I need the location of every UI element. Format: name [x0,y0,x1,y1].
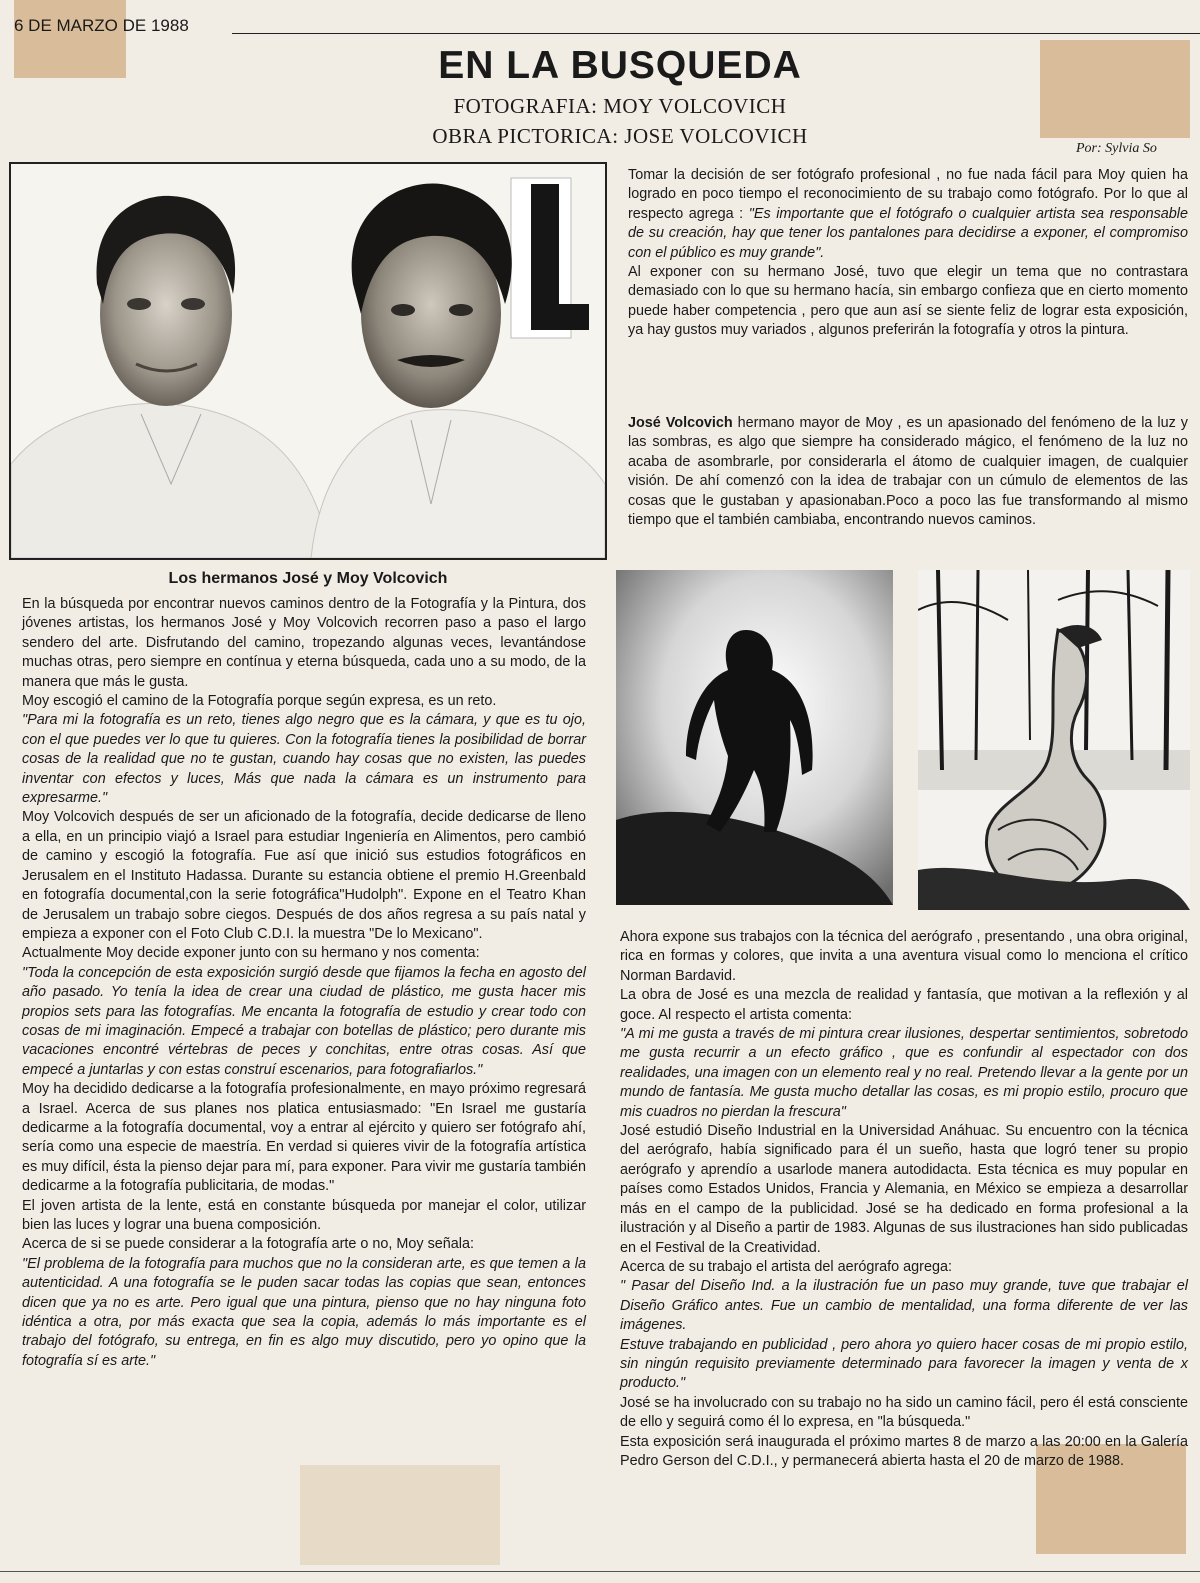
paragraph: Moy escogió el camino de la Fotografía porque según expresa, es un reto. [22,693,497,710]
right-column-top [628,166,1188,341]
quote-paragraph: Estuve trabajando en publicidad , pero ahora yo quiero hacer cosas de mi propio estilo, sin ningún requisito previamente determinado para favorecer la imagen y venta de x producto." [620,1336,1188,1392]
brothers-photo [9,162,607,560]
quote-paragraph: "Para mi la fotografía es un reto, tienes algo negro que es la cámara, y que es tu ojo, con el que puedes ver lo que tu quieres. Con la fotografía tienes la posibilidad de borrar cosas de la realidad que no te gustan, cuando hay cosas que no existen, las puedes inventar con efectos y luces, Más que nada la cámara es un instrumento para expresarme." [22,712,586,807]
byline: Por: Sylvia So [1076,141,1157,156]
paragraph: Ahora expone sus trabajos con la técnica del aerógrafo , presentando , una obra original, rica en formas y colores, que invita a una aventura visual como lo menciona el crítico Norman Bardavid. [620,929,1188,984]
paragraph: Acerca de si se puede considerar a la fotografía arte o no, Moy señala: [22,1236,474,1253]
jose-name: José Volcovich [628,415,733,431]
date-rule [232,33,1200,34]
jose-text: hermano mayor de Moy , es un apasionado del fenómeno de la luz y las sombras, es algo que siempre ha considerado mágico, el fenómeno de la luz no acaba de asombrarle, por considerarla el átomo de cualquier imagen, de cualquier visión. De ahí comenzó con la idea de trabajar con un cúmulo de elementos de las cosas que le gustaban y apasionaban.Poco a poco las fue transformando al mismo tiempo que el también cambiaba, encontrando nuevos caminos. [628,415,1188,529]
subtitle-painting: OBRA PICTORICA: JOSE VOLCOVICH [432,124,808,148]
bottom-rule [0,1571,1200,1572]
paragraph: Moy ha decidido dedicarse a la fotografía profesionalmente, en mayo próximo regresará a Israel. Acerca de sus planes nos platica entusiasmado: "En Israel me gustaría dedicarme a la fotografía documental, voy a entrar al ejército y quiero ser fotógrafo ahí, sería como una especie de maestría. En verdad si quieres vivir de la fotografía artística es muy difícil, ésta la pienso dejar para mí, para exponer. Para vivir me gustaría también dedicarme a la fotografía publicitaria, de modas." [22,1081,586,1195]
paragraph: Al exponer con su hermano José, tuvo que elegir un tema que no contrastara demasiado con lo que su hermano hacía, sin embargo confieza que en cierto momento puede haber competencia , pero que aun así se siente feliz de lograr esta exposición, ya hay gustos muy variados , algunos preferirán la fotografía y otros la pintura. [628,264,1188,339]
bird-airbrush-painting [918,570,1190,910]
bird-painting-drawing [918,570,1190,910]
tape-mark-top-right [1040,40,1190,138]
paragraph: Acerca de su trabajo el artista del aerógrafo agrega: [620,1258,952,1275]
paragraph: Actualmente Moy decide exponer junto con su hermano y nos comenta: [22,945,480,962]
quote-paragraph: "El problema de la fotografía para muchos que no la consideran arte, es que temen a la autenticidad. A una fotografía se le puden sacar todas las copias que sean, entonces dicen que ya no es arte. Pero igual que una pintura, pienso que no hay ninguna foto idéntica a otra, por más exacta que sea la copia, además lo más importante es el trabajo del fotógrafo, su entrega, en fin es algo muy discutido, pero yo opino que la fotografía sí es arte." [22,1255,586,1369]
paragraph: José estudió Diseño Industrial en la Universidad Anáhuac. Su encuentro con la técnica del aerógrafo, había significado para él un sueño, hasta que logró tener su propio aerógrafo y aprendío a usarlode manera autodidacta. Esta técnica es muy popular en países como Estados Unidos, Francia y Alemania, en México se empieza a desarrollar más en el campo de la publicidad. José se ha dedicado en forma profesional a la ilustración y al Diseño a partir de 1983. Algunas de sus ilustraciones han sido publicadas en el Festival de la Creatividad. [620,1123,1188,1256]
subtitle-photography: FOTOGRAFIA: MOY VOLCOVICH [453,94,787,118]
headline: EN LA BUSQUEDA [438,44,802,87]
tape-mark-bottom-left [300,1465,500,1565]
paragraph [628,166,1188,263]
brothers-photo-drawing [11,164,605,558]
paragraph: El joven artista de la lente, está en constante búsqueda por manejar el color, utilizar bien las luces y lograr una buena composición. [22,1197,586,1233]
paragraph: Esta exposición será inaugurada el próximo martes 8 de marzo a las 20:00 en la Galería Pedro Gerson del C.D.I., y permanecerá abierta hasta el 20 de marzo de 1988. [620,1433,1188,1469]
silhouette-photograph-drawing [616,570,893,905]
quote-paragraph: "A mi me gusta a través de mi pintura crear ilusiones, despertar sentimientos, sobretodo me gusta recurrir a un efecto gráfico , que es confundir al espectador con dos realidades, una imagen con un elemento real y no real. Pretendo llevar a la gente por un mundo de fantasía. Me gusta mucho detallar las cosas, es mi propio estilo, procuro que mis cuadros no pierdan la frescura" [620,1026,1188,1120]
jose-paragraph [628,414,1188,530]
tape-mark-top-left [14,0,126,78]
silhouette-photograph [616,570,893,905]
paragraph: Moy Volcovich después de ser un aficionado de la fotografía, decide dedicarse de lleno a ella, en un principio viajó a Israel para estudiar Ingeniería en Alimentos, pero cambió de camino y escogió la fotografía. Fue así que inició sus estudios fotográficos en Jerusalem en el Instituto Hadassa. Durante su estancia obtiene el premio H.Greenbald en fotografía documental,con la serie fotográfica"Hudolph". Expone en el Teatro Khan de Jerusalem un trabajo sobre ciegos. Después de dos años regresa a su país natal y empieza a exponer con el Foto Club C.D.I. la muestra "De lo Mexicano". [22,809,586,942]
paragraph: En la búsqueda por encontrar nuevos caminos dentro de la Fotografía y la Pintura, dos jóvenes artistas, los hermanos José y Moy Volcovich recorren paso a paso el largo sendero del arte. Disfrutando del camino, tropezando algunas veces, levantándose muchas otras, pero siempre en contínua y eterna búsqueda, cada uno a su modo, de la manera que más le gusta. [22,596,586,690]
paragraph: José se ha involucrado con su trabajo no ha sido un camino fácil, pero él está consciente de ello y seguirá como él lo expresa, en "la búsqueda." [620,1394,1188,1431]
paragraph: La obra de José es una mezcla de realidad y fantasía, que motivan a la reflexión y al goce. Al respecto el artista comenta: [620,987,1188,1023]
left-column [22,595,586,1371]
photo-caption: Los hermanos José y Moy Volcovich [168,570,448,587]
date-line: 6 DE MARZO DE 1988 [14,16,189,35]
paragraph-intro: Tomar la decisión de ser fotógrafo profesional , no fue nada fácil para Moy quien ha logrado en poco tiempo el reconocimiento de su trabajo como fotógrafo. Por lo que al respecto agrega : [628,167,1188,222]
right-column-bottom [620,928,1188,1471]
quote-inline: "Es importante que el fotógrafo o cualquier artista sea responsable de su creación, hay que tener los pantalones para decidirse a exponer, el compromiso con el público es muy grande". [628,205,1189,261]
quote-paragraph: " Pasar del Diseño Ind. a la ilustración fue un paso muy grande, tuve que trabajar el Diseño Gráfico antes. Fue un cambio de mentalidad, una forma diferente de ver las imágenes. [620,1278,1188,1334]
quote-paragraph: "Toda la concepción de esta exposición surgió desde que fijamos la fecha en agosto del año pasado. Yo tenía la idea de crear una ciudad de plástico, me gusta hacer mis propios sets para las fotografías. Me encanta la fotografía de estudio y crear todo con cosas de mi imaginación. Empecé a trabajar con botellas de plástico; pero durante mis vacaciones encontré vértebras de peces y conchitas, entre otras cosas. Así que empecé a juntarlas y con estas construí escenarios, para fotografiarlos." [22,964,586,1078]
